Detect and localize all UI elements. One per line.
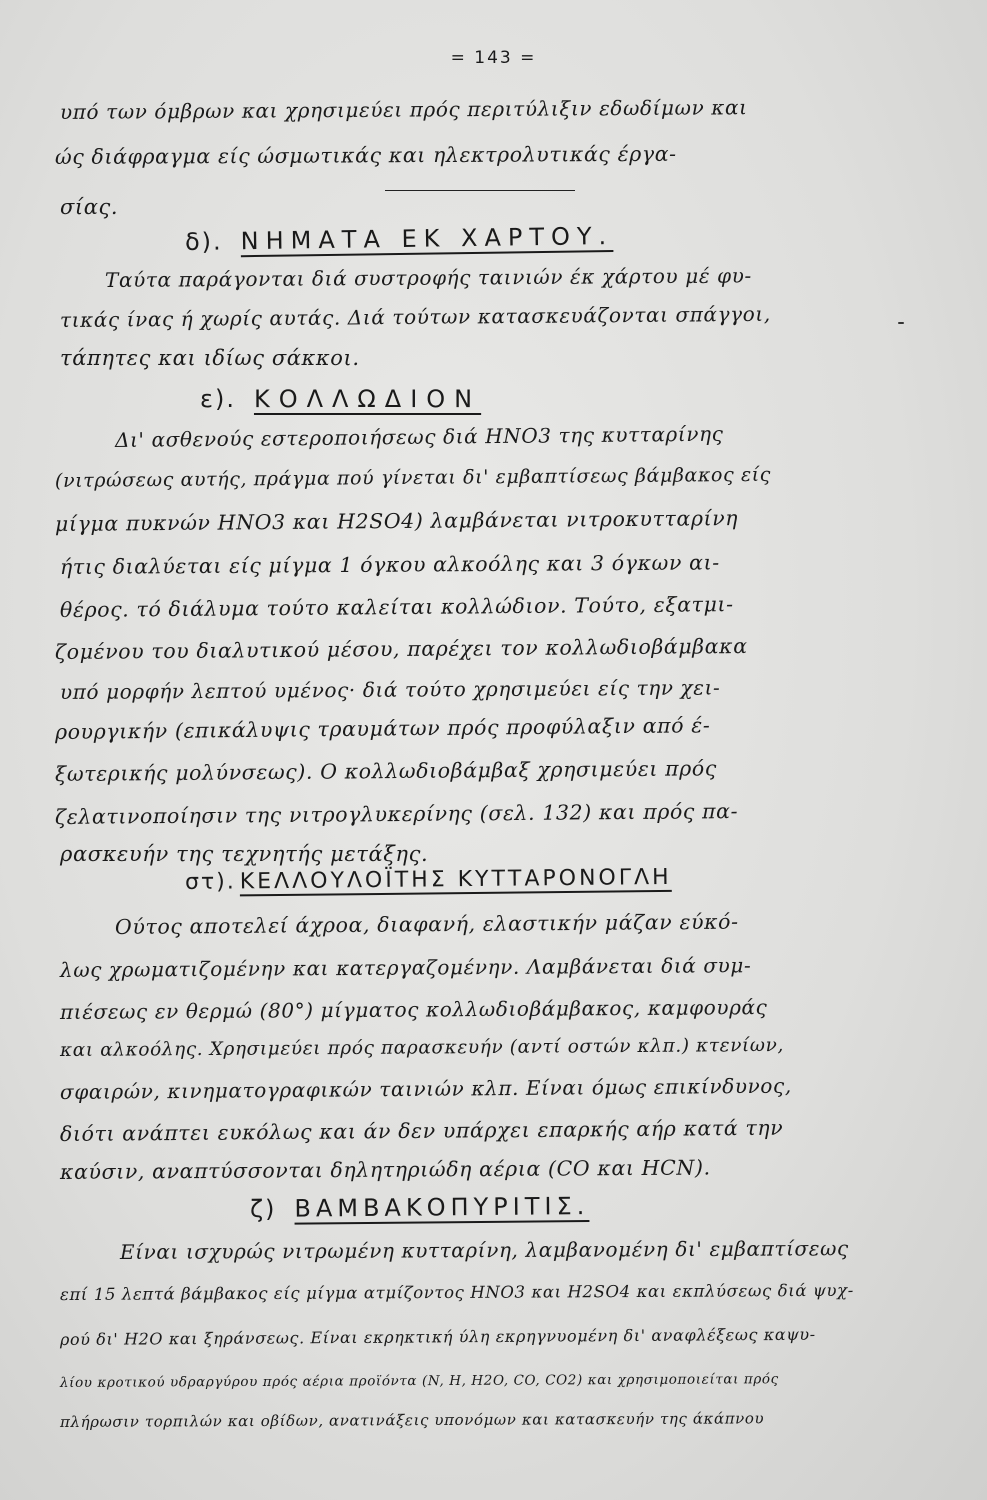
text-line: σίας. — [60, 195, 119, 219]
section-label: δ). — [184, 227, 223, 256]
section-heading — [200, 385, 481, 413]
section-label: ζ) — [249, 1194, 277, 1223]
text-line: καύσιν, αναπτύσσονται δηλητηριώδη αέρια (CO και HCN). — [59, 1155, 711, 1184]
text-line: πλήρωσιν τορπιλών και οβίδων, ανατινάξεις υπονόμων και κατασκευήν της άκάπνου — [59, 1409, 765, 1431]
text-line: λως χρωματιζομένην και κατεργαζομένην. Λαμβάνεται διά συμ- — [59, 953, 752, 982]
text-line: επί 15 λεπτά βάμβακος είς μίγμα ατμίζοντος HNO3 και H2SO4 και εκπλύσεως διά ψυχ- — [59, 1280, 854, 1304]
text-line: λίου κροτικού υδραργύρου πρός αέρια προϊόντα (N, H, H2O, CO, CO2) και χρησιμοποιείται πρός — [59, 1371, 779, 1391]
text-line: θέρος. τό διάλυμα τούτο καλείται κολλώδιον. Τούτο, εξατμι- — [59, 592, 734, 622]
section-title: ΚΕΛΛΟΥΛΟΪΤΗΣ ΚΥΤΤΑΡΟΝΟΓΛΗ — [239, 864, 672, 895]
text-line: μίγμα πυκνών HNO3 και H2SO4) λαμβάνεται νιτροκυτταρίνη — [54, 506, 739, 536]
section-title: ΚΟΛΛΩΔΙΟΝ — [253, 385, 482, 413]
text-line: ρού δι' H2O και ξηράνσεως. Είναι εκρηκτική ύλη εκρηγνυομένη δι' αναφλέξεως καψυ- — [59, 1324, 816, 1349]
text-line: ρασκευήν της τεχνητής μετάξης. — [60, 842, 429, 866]
section-title: ΝΗΜΑΤΑ ΕΚ ΧΑΡΤΟΥ. — [240, 222, 614, 256]
text-line: ζελατινοποίησιν της νιτρογλυκερίνης (σελ. 132) και πρός πα- — [54, 799, 739, 829]
text-line: υπό μορφήν λεπτού υμένος· διά τούτο χρησιμεύει είς την χει- — [59, 675, 721, 704]
text-line: ώς διάφραγμα είς ώσμωτικάς και ηλεκτρολυτικάς έργα- — [54, 141, 677, 169]
text-line: ζομένου του διαλυτικού μέσου, παρέχει τον κολλωδιοβάμβακα — [54, 633, 748, 664]
section-heading — [250, 1192, 590, 1223]
section-heading — [185, 222, 614, 256]
page-number: = 143 = — [450, 48, 537, 68]
ink-mark — [898, 322, 904, 324]
section-divider — [385, 190, 575, 191]
text-line: υπό των όμβρων και χρησιμεύει πρός περιτύλιξιν εδωδίμων και — [59, 95, 748, 124]
text-line: διότι ανάπτει ευκόλως και άν δεν υπάρχει επαρκής αήρ κατά την — [59, 1115, 784, 1146]
section-label: στ). — [184, 869, 236, 895]
text-line: σφαιρών, κινηματογραφικών ταινιών κλπ. Είναι όμως επικίνδυνος, — [59, 1073, 792, 1104]
text-line: και αλκοόλης. Χρησιμεύει πρός παρασκευήν (αντί οστών κλπ.) κτενίων, — [59, 1034, 784, 1061]
section-title: ΒΑΜΒΑΚΟΠΥΡΙΤΙΣ. — [294, 1192, 590, 1223]
text-line: ξωτερικής μολύνσεως). Ο κολλωδιοβάμβαξ χρησιμεύει πρός — [54, 756, 717, 786]
text-line: Ταύτα παράγονται διά συστροφής ταινιών έκ χάρτου μέ φυ- — [104, 263, 752, 292]
text-line: τικάς ίνας ή χωρίς αυτάς. Διά τούτων κατασκευάζονται σπάγγοι, — [59, 301, 771, 332]
text-line: ρουργικήν (επικάλυψις τραυμάτων πρός προφύλαξιν από έ- — [54, 713, 711, 744]
text-line: Δι' ασθενούς εστεροποιήσεως διά HNO3 της κυτταρίνης — [114, 421, 724, 452]
text-line: Ούτος αποτελεί άχροα, διαφανή, ελαστικήν μάζαν εύκό- — [114, 909, 739, 939]
text-line: Είναι ισχυρώς νιτρωμένη κυτταρίνη, λαμβανομένη δι' εμβαπτίσεως — [119, 1236, 849, 1264]
section-heading — [185, 865, 672, 895]
text-line: πιέσεως εν θερμώ (80°) μίγματος κολλωδιοβάμβακος, καμφουράς — [59, 995, 768, 1024]
text-line: τάπητες και ιδίως σάκκοι. — [60, 346, 360, 370]
text-line: ήτις διαλύεται είς μίγμα 1 όγκου αλκοόλης και 3 όγκων αι- — [59, 550, 720, 579]
text-line: (νιτρώσεως αυτής, πράγμα πού γίνεται δι' εμβαπτίσεως βάμβακος είς — [54, 463, 772, 492]
section-label: ε). — [200, 385, 236, 413]
